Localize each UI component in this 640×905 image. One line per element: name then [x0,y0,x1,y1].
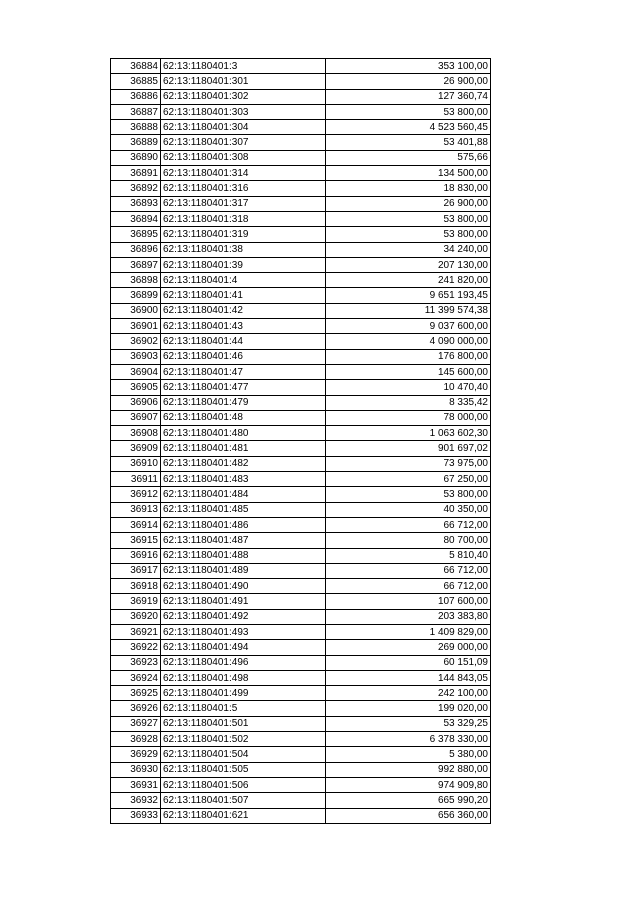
value-cell: 144 843,05 [326,670,491,685]
value-cell: 134 500,00 [326,166,491,181]
table-row [111,89,491,104]
cadastral-number-cell: 62:13:1180401:504 [161,747,326,762]
cadastral-number-cell: 62:13:1180401:43 [161,319,326,334]
table-row [111,747,491,762]
value-cell: 974 909,80 [326,777,491,792]
table-row [111,472,491,487]
value-cell: 1 409 829,00 [326,624,491,639]
cadastral-number-cell: 62:13:1180401:482 [161,456,326,471]
row-number-cell: 36885 [111,74,161,89]
table-row [111,686,491,701]
row-number-cell: 36913 [111,502,161,517]
row-number-cell: 36915 [111,533,161,548]
value-cell: 107 600,00 [326,594,491,609]
table-body [111,59,491,824]
table-row [111,273,491,288]
table-row [111,793,491,808]
table-row [111,59,491,74]
row-number-cell: 36926 [111,701,161,716]
value-cell: 53 800,00 [326,227,491,242]
cadastral-number-cell: 62:13:1180401:480 [161,426,326,441]
value-cell: 80 700,00 [326,533,491,548]
value-cell: 5 380,00 [326,747,491,762]
table-row [111,120,491,135]
cadastral-number-cell: 62:13:1180401:316 [161,181,326,196]
row-number-cell: 36897 [111,257,161,272]
cadastral-number-cell: 62:13:1180401:481 [161,441,326,456]
row-number-cell: 36925 [111,686,161,701]
cadastral-number-cell: 62:13:1180401:501 [161,716,326,731]
cadastral-number-cell: 62:13:1180401:307 [161,135,326,150]
table-row [111,257,491,272]
value-cell: 26 900,00 [326,196,491,211]
value-cell: 5 810,40 [326,548,491,563]
cadastral-number-cell: 62:13:1180401:3 [161,59,326,74]
value-cell: 353 100,00 [326,59,491,74]
table-row [111,104,491,119]
row-number-cell: 36932 [111,793,161,808]
row-number-cell: 36890 [111,150,161,165]
table-row [111,196,491,211]
value-cell: 66 712,00 [326,517,491,532]
value-cell: 66 712,00 [326,563,491,578]
row-number-cell: 36884 [111,59,161,74]
row-number-cell: 36889 [111,135,161,150]
value-cell: 40 350,00 [326,502,491,517]
table-row [111,426,491,441]
table-row [111,211,491,226]
table-row [111,502,491,517]
row-number-cell: 36892 [111,181,161,196]
table-row [111,242,491,257]
value-cell: 1 063 602,30 [326,426,491,441]
row-number-cell: 36902 [111,334,161,349]
row-number-cell: 36917 [111,563,161,578]
cadastral-number-cell: 62:13:1180401:484 [161,487,326,502]
row-number-cell: 36911 [111,472,161,487]
table-row [111,181,491,196]
table-row [111,150,491,165]
value-cell: 203 383,80 [326,609,491,624]
value-cell: 199 020,00 [326,701,491,716]
row-number-cell: 36923 [111,655,161,670]
cadastral-number-cell: 62:13:1180401:491 [161,594,326,609]
row-number-cell: 36901 [111,319,161,334]
cadastral-number-cell: 62:13:1180401:487 [161,533,326,548]
value-cell: 53 800,00 [326,104,491,119]
value-cell: 66 712,00 [326,579,491,594]
cadastral-number-cell: 62:13:1180401:317 [161,196,326,211]
cadastral-number-cell: 62:13:1180401:304 [161,120,326,135]
row-number-cell: 36895 [111,227,161,242]
cadastral-number-cell: 62:13:1180401:301 [161,74,326,89]
value-cell: 575,66 [326,150,491,165]
row-number-cell: 36908 [111,426,161,441]
table-row [111,624,491,639]
row-number-cell: 36930 [111,762,161,777]
table-row [111,288,491,303]
table-row [111,334,491,349]
row-number-cell: 36899 [111,288,161,303]
row-number-cell: 36928 [111,732,161,747]
table-row [111,533,491,548]
row-number-cell: 36903 [111,349,161,364]
row-number-cell: 36914 [111,517,161,532]
row-number-cell: 36919 [111,594,161,609]
cadastral-number-cell: 62:13:1180401:483 [161,472,326,487]
row-number-cell: 36905 [111,380,161,395]
value-cell: 53 401,88 [326,135,491,150]
row-number-cell: 36918 [111,579,161,594]
table-row [111,441,491,456]
row-number-cell: 36898 [111,273,161,288]
row-number-cell: 36922 [111,640,161,655]
table-row [111,777,491,792]
cadastral-number-cell: 62:13:1180401:496 [161,655,326,670]
cadastral-number-cell: 62:13:1180401:486 [161,517,326,532]
row-number-cell: 36924 [111,670,161,685]
cadastral-number-cell: 62:13:1180401:44 [161,334,326,349]
row-number-cell: 36891 [111,166,161,181]
value-cell: 241 820,00 [326,273,491,288]
cadastral-number-cell: 62:13:1180401:39 [161,257,326,272]
table-row [111,701,491,716]
cadastral-number-cell: 62:13:1180401:499 [161,686,326,701]
value-cell: 6 378 330,00 [326,732,491,747]
value-cell: 9 651 193,45 [326,288,491,303]
table-row [111,548,491,563]
cadastral-number-cell: 62:13:1180401:318 [161,211,326,226]
cadastral-number-cell: 62:13:1180401:621 [161,808,326,823]
table-row [111,319,491,334]
table-row [111,579,491,594]
cadastral-number-cell: 62:13:1180401:492 [161,609,326,624]
cadastral-number-cell: 62:13:1180401:488 [161,548,326,563]
value-cell: 901 697,02 [326,441,491,456]
cadastral-number-cell: 62:13:1180401:308 [161,150,326,165]
table-row [111,410,491,425]
value-cell: 73 975,00 [326,456,491,471]
value-cell: 127 360,74 [326,89,491,104]
row-number-cell: 36906 [111,395,161,410]
value-cell: 8 335,42 [326,395,491,410]
cadastral-number-cell: 62:13:1180401:46 [161,349,326,364]
value-cell: 4 523 560,45 [326,120,491,135]
row-number-cell: 36916 [111,548,161,563]
value-cell: 9 037 600,00 [326,319,491,334]
cadastral-number-cell: 62:13:1180401:47 [161,364,326,379]
row-number-cell: 36910 [111,456,161,471]
cadastral-number-cell: 62:13:1180401:498 [161,670,326,685]
table-row [111,670,491,685]
value-cell: 53 329,25 [326,716,491,731]
table-row [111,349,491,364]
cadastral-number-cell: 62:13:1180401:42 [161,303,326,318]
row-number-cell: 36931 [111,777,161,792]
table-row [111,487,491,502]
row-number-cell: 36887 [111,104,161,119]
table-row [111,762,491,777]
value-cell: 78 000,00 [326,410,491,425]
cadastral-number-cell: 62:13:1180401:485 [161,502,326,517]
table-row [111,609,491,624]
row-number-cell: 36921 [111,624,161,639]
cadastral-number-cell: 62:13:1180401:477 [161,380,326,395]
cadastral-number-cell: 62:13:1180401:493 [161,624,326,639]
table-row [111,640,491,655]
cadastral-number-cell: 62:13:1180401:490 [161,579,326,594]
value-cell: 18 830,00 [326,181,491,196]
row-number-cell: 36927 [111,716,161,731]
value-cell: 242 100,00 [326,686,491,701]
table-row [111,166,491,181]
cadastral-number-cell: 62:13:1180401:303 [161,104,326,119]
cadastral-number-cell: 62:13:1180401:4 [161,273,326,288]
value-cell: 992 880,00 [326,762,491,777]
row-number-cell: 36894 [111,211,161,226]
cadastral-number-cell: 62:13:1180401:489 [161,563,326,578]
row-number-cell: 36886 [111,89,161,104]
row-number-cell: 36929 [111,747,161,762]
value-cell: 145 600,00 [326,364,491,379]
cadastral-number-cell: 62:13:1180401:505 [161,762,326,777]
table-row [111,732,491,747]
value-cell: 176 800,00 [326,349,491,364]
cadastral-number-cell: 62:13:1180401:479 [161,395,326,410]
value-cell: 53 800,00 [326,487,491,502]
cadastral-value-table [110,58,491,824]
table-row [111,456,491,471]
value-cell: 656 360,00 [326,808,491,823]
value-cell: 10 470,40 [326,380,491,395]
row-number-cell: 36888 [111,120,161,135]
cadastral-number-cell: 62:13:1180401:494 [161,640,326,655]
value-cell: 26 900,00 [326,74,491,89]
table-row [111,74,491,89]
cadastral-number-cell: 62:13:1180401:507 [161,793,326,808]
cadastral-number-cell: 62:13:1180401:41 [161,288,326,303]
cadastral-number-cell: 62:13:1180401:5 [161,701,326,716]
value-cell: 60 151,09 [326,655,491,670]
value-cell: 53 800,00 [326,211,491,226]
table-row [111,594,491,609]
value-cell: 207 130,00 [326,257,491,272]
row-number-cell: 36904 [111,364,161,379]
row-number-cell: 36907 [111,410,161,425]
cadastral-number-cell: 62:13:1180401:319 [161,227,326,242]
table-row [111,303,491,318]
value-cell: 665 990,20 [326,793,491,808]
cadastral-number-cell: 62:13:1180401:48 [161,410,326,425]
value-cell: 67 250,00 [326,472,491,487]
cadastral-number-cell: 62:13:1180401:314 [161,166,326,181]
table-row [111,808,491,823]
value-cell: 11 399 574,38 [326,303,491,318]
row-number-cell: 36912 [111,487,161,502]
table-row [111,563,491,578]
cadastral-number-cell: 62:13:1180401:502 [161,732,326,747]
row-number-cell: 36933 [111,808,161,823]
table-row [111,517,491,532]
value-cell: 4 090 000,00 [326,334,491,349]
table-row [111,716,491,731]
table-row [111,227,491,242]
table-row [111,135,491,150]
row-number-cell: 36900 [111,303,161,318]
row-number-cell: 36920 [111,609,161,624]
value-cell: 34 240,00 [326,242,491,257]
table-row [111,395,491,410]
table-row [111,364,491,379]
cadastral-number-cell: 62:13:1180401:38 [161,242,326,257]
row-number-cell: 36893 [111,196,161,211]
table-row [111,380,491,395]
value-cell: 269 000,00 [326,640,491,655]
cadastral-number-cell: 62:13:1180401:302 [161,89,326,104]
row-number-cell: 36896 [111,242,161,257]
row-number-cell: 36909 [111,441,161,456]
table-row [111,655,491,670]
cadastral-number-cell: 62:13:1180401:506 [161,777,326,792]
